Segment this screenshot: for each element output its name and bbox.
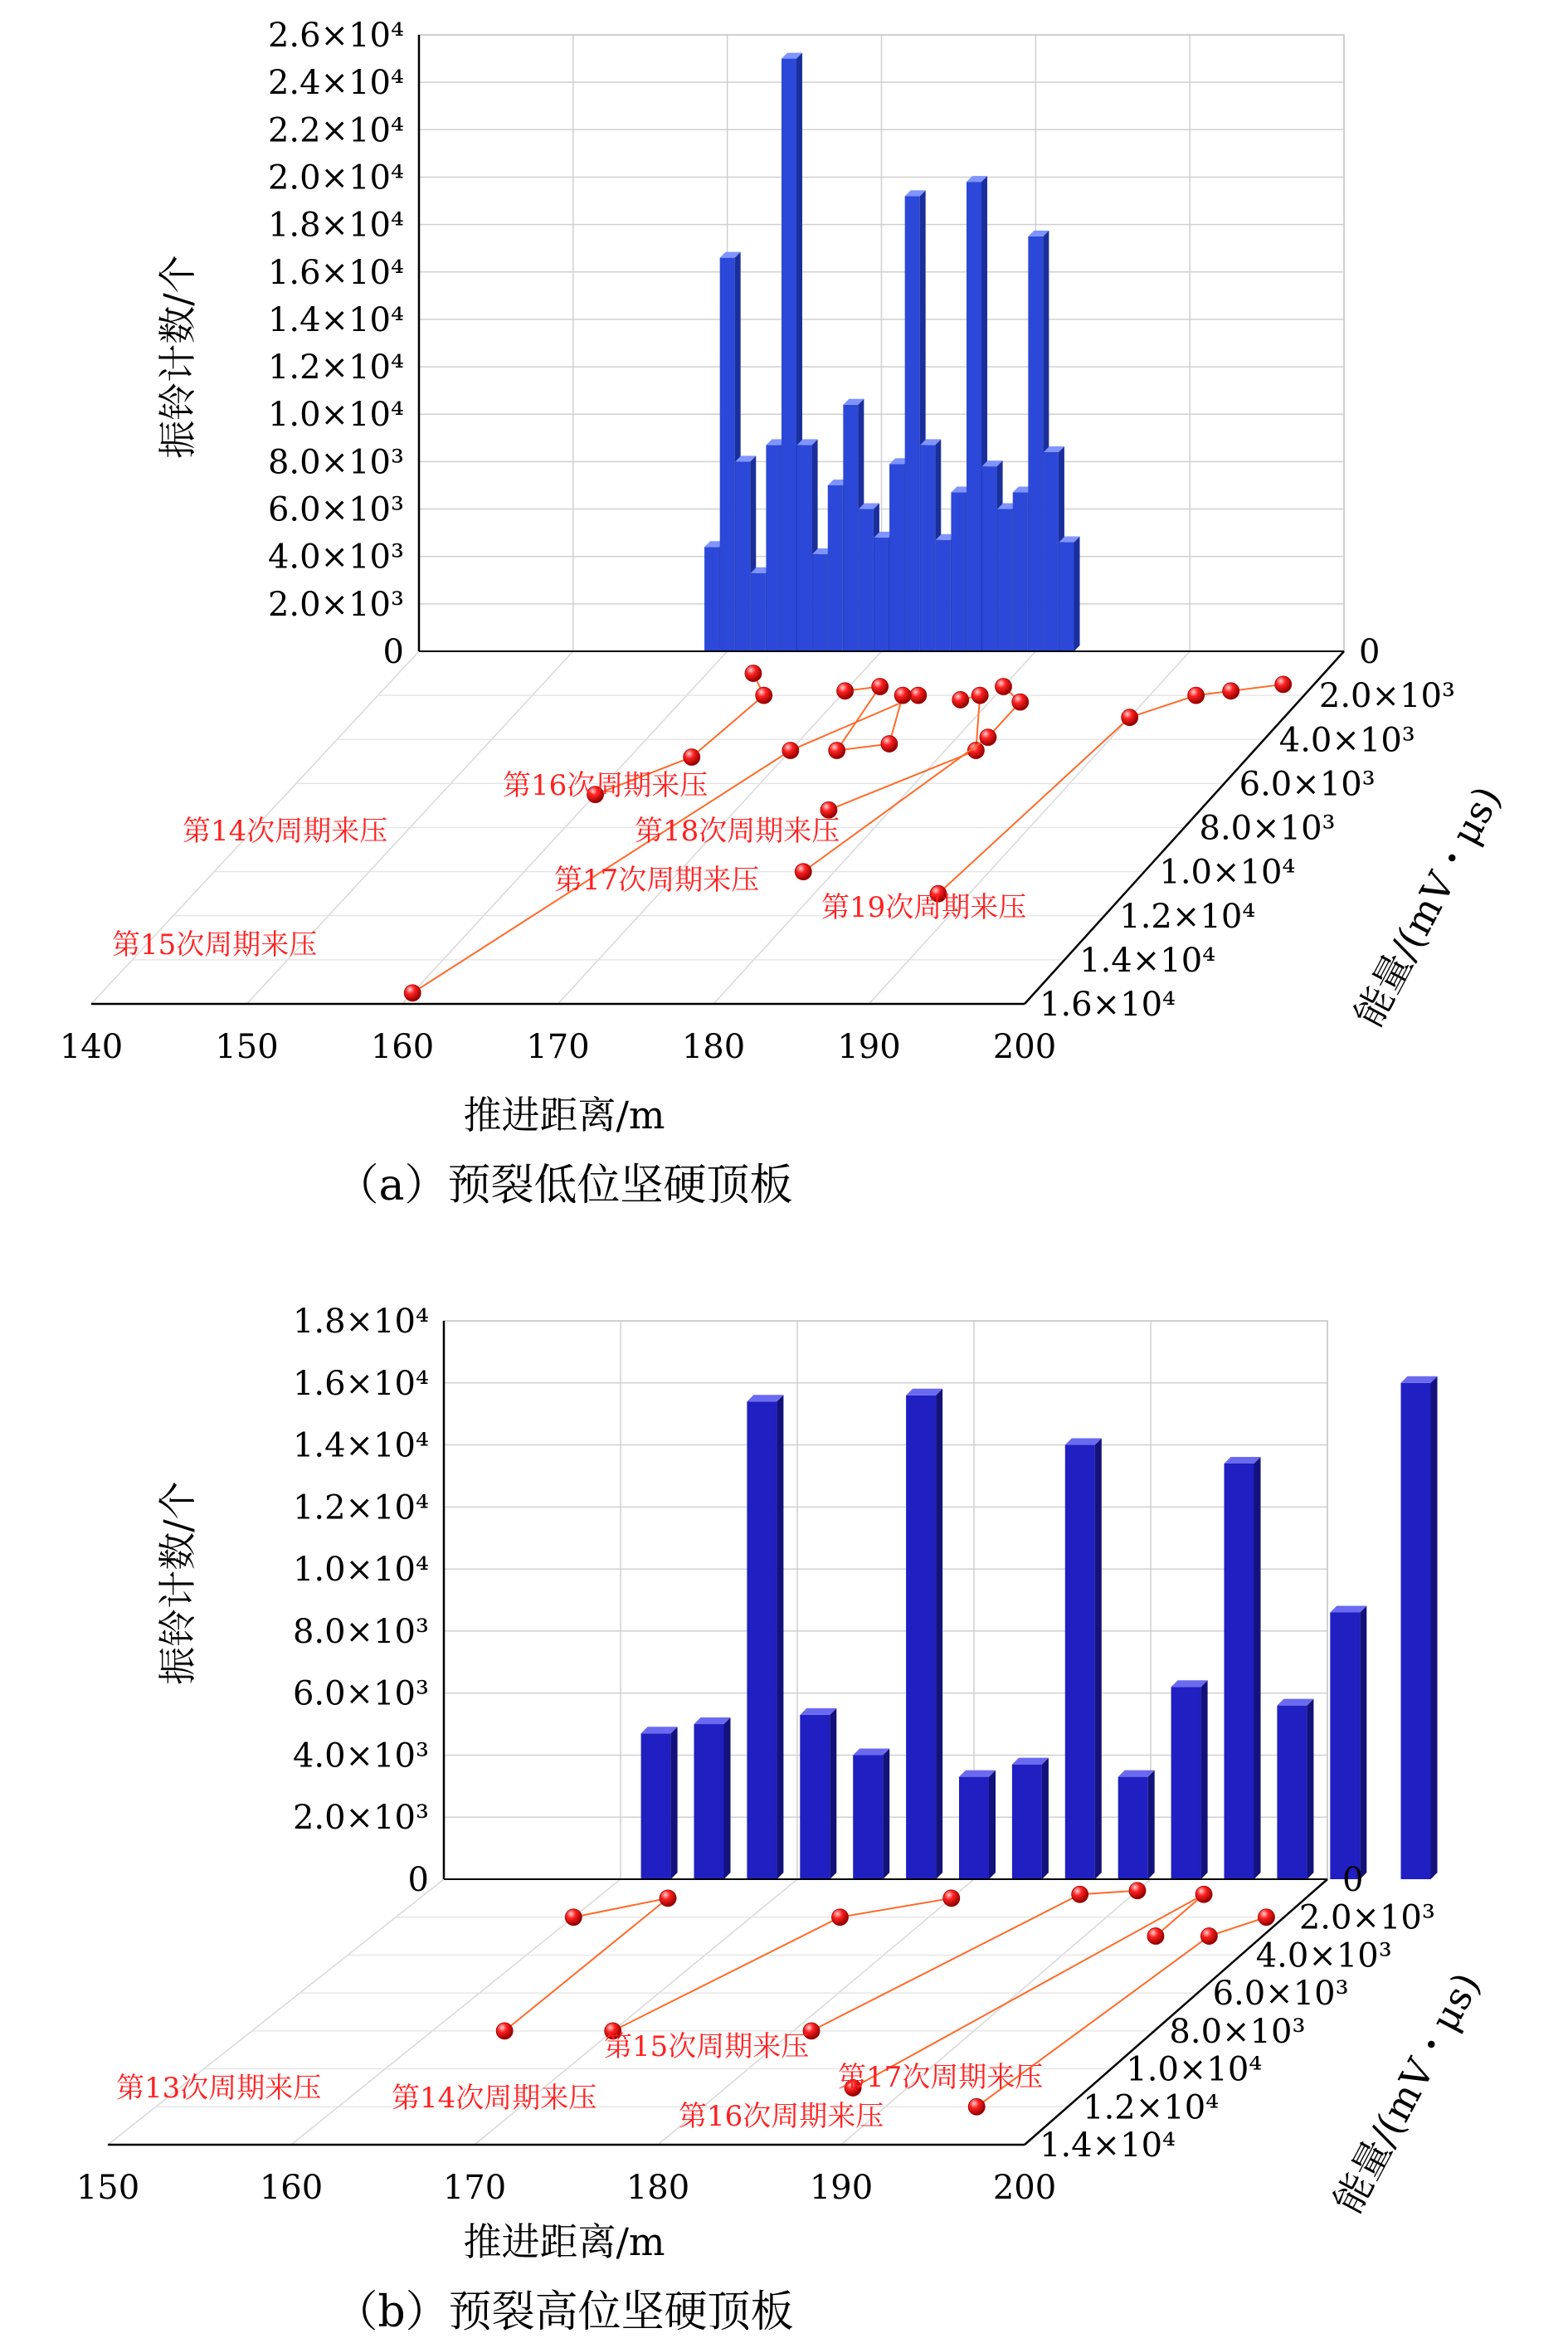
bar-side <box>1042 1758 1049 1879</box>
bar-front <box>800 1715 830 1879</box>
bar-front <box>874 538 889 651</box>
bar-side <box>1307 1699 1313 1879</box>
bar-front <box>853 1755 883 1879</box>
bar-front <box>797 445 812 651</box>
energy-point <box>881 736 898 753</box>
bar <box>641 1727 678 1879</box>
bar-front <box>1401 1383 1431 1879</box>
z-tick-label: 1.4×10⁴ <box>1079 941 1216 980</box>
z-tick-label: 6.0×10³ <box>1212 1975 1349 2014</box>
bar-side <box>1074 537 1080 651</box>
bar-front <box>1028 236 1043 651</box>
energy-point <box>1200 1928 1217 1945</box>
z-tick-label: 6.0×10³ <box>1239 765 1376 804</box>
z-tick-label: 1.2×10⁴ <box>1083 2088 1220 2127</box>
y-tick-label: 2.0×10⁴ <box>267 158 404 197</box>
z-tick-label: 4.0×10³ <box>1278 721 1415 760</box>
series-annotation: 第15次周期来压 <box>112 928 318 962</box>
z-tick-label: 8.0×10³ <box>1199 809 1336 848</box>
bar-side <box>724 1717 731 1879</box>
chart-b <box>0 1220 1568 2343</box>
series-annotation: 第16次周期来压 <box>679 2100 884 2133</box>
y-tick-label: 6.0×10³ <box>267 490 404 529</box>
energy-series-line <box>811 1891 1137 2031</box>
x-tick-label: 200 <box>992 1028 1057 1066</box>
bar <box>1277 1699 1313 1879</box>
x-tick-label: 150 <box>215 1028 279 1066</box>
bar-front <box>766 445 781 651</box>
bar <box>906 1389 942 1879</box>
x-tick-label: 200 <box>992 2169 1057 2207</box>
z-axis-title: 能量/(mV・μs) <box>1345 778 1510 1035</box>
x-axis-title: 推进距离/m <box>463 1093 665 1137</box>
energy-point <box>404 985 421 1001</box>
bar <box>747 1395 783 1879</box>
bar <box>959 1771 996 1879</box>
y-tick-label: 2.0×10³ <box>292 1799 429 1838</box>
energy-point <box>660 1890 676 1907</box>
y-tick-label: 2.2×10⁴ <box>267 111 404 150</box>
energy-point <box>1072 1886 1088 1902</box>
bar-front <box>704 547 719 651</box>
z-tick-label: 1.4×10⁴ <box>1040 2126 1176 2165</box>
bar-front <box>720 258 735 651</box>
bar-front <box>747 1401 777 1879</box>
bar-front <box>828 485 843 651</box>
x-tick-label: 170 <box>442 2169 507 2207</box>
bar-side <box>777 1395 783 1879</box>
z-tick-label: 1.0×10⁴ <box>1126 2050 1263 2089</box>
x-tick-label: 160 <box>259 2169 324 2207</box>
energy-point <box>565 1909 582 1926</box>
energy-point <box>952 691 969 708</box>
y-tick-label: 2.4×10⁴ <box>267 64 404 103</box>
y-tick-label: 2.6×10⁴ <box>267 17 404 55</box>
y-tick-label: 1.2×10⁴ <box>292 1488 429 1527</box>
bar-side <box>671 1727 678 1879</box>
bar-side <box>1360 1605 1366 1879</box>
bar-side <box>989 1771 996 1879</box>
bar-front <box>889 464 904 651</box>
energy-series-line <box>613 1898 952 2031</box>
bar <box>853 1748 889 1879</box>
series-annotation: 第16次周期来压 <box>503 769 709 802</box>
series-annotation: 第18次周期来压 <box>635 815 840 848</box>
energy-point <box>832 1909 849 1926</box>
bar <box>1059 537 1080 651</box>
bar-front <box>906 1396 936 1879</box>
bar-front <box>1171 1687 1201 1879</box>
z-tick-label: 1.6×10⁴ <box>1040 986 1176 1024</box>
bar-front <box>812 554 827 651</box>
x-tick-label: 160 <box>370 1028 435 1066</box>
bar <box>1012 1758 1049 1879</box>
energy-point <box>872 679 889 695</box>
z-tick-label: 4.0×10³ <box>1255 1936 1392 1975</box>
bar <box>1330 1605 1366 1879</box>
y-tick-label: 1.0×10⁴ <box>292 1551 429 1590</box>
x-tick-label: 140 <box>59 1028 124 1066</box>
y-tick-label: 1.4×10⁴ <box>267 300 404 339</box>
bar <box>1171 1680 1208 1879</box>
x-tick-label: 180 <box>681 1028 746 1066</box>
bar-front <box>1118 1777 1148 1879</box>
bar-front <box>967 182 981 651</box>
bar-front <box>735 461 750 651</box>
bar <box>694 1717 731 1879</box>
energy-point <box>1122 709 1138 726</box>
y-tick-label: 1.6×10⁴ <box>267 253 404 292</box>
energy-point <box>795 864 811 880</box>
bar <box>1401 1376 1438 1879</box>
y-tick-label: 4.0×10³ <box>292 1737 429 1776</box>
y-tick-label: 1.8×10⁴ <box>267 206 404 245</box>
energy-point <box>829 743 845 759</box>
y-tick-label: 2.0×10³ <box>267 585 404 624</box>
bar-front <box>936 540 951 651</box>
bar-front <box>1225 1464 1254 1879</box>
y-tick-label: 8.0×10³ <box>292 1612 429 1651</box>
x-tick-label: 190 <box>837 1028 901 1066</box>
y-tick-label: 6.0×10³ <box>292 1674 429 1713</box>
bar-front <box>1059 543 1074 651</box>
bar-side <box>1201 1680 1208 1879</box>
energy-point <box>971 687 988 704</box>
bar-front <box>843 405 858 651</box>
x-tick-label: 190 <box>809 2169 874 2207</box>
bar-front <box>1013 493 1028 651</box>
y-tick-label: 8.0×10³ <box>267 443 404 482</box>
bar-front <box>982 466 997 651</box>
energy-point <box>1147 1928 1164 1945</box>
y-tick-label: 1.2×10⁴ <box>267 348 404 387</box>
bar <box>800 1708 836 1879</box>
bar-side <box>830 1708 836 1879</box>
energy-point <box>496 2023 513 2039</box>
energy-point <box>996 679 1012 695</box>
energy-point <box>837 683 854 699</box>
energy-point <box>1275 676 1292 693</box>
bar-front <box>859 509 874 651</box>
energy-series-line <box>504 1898 668 2031</box>
z-tick-label: 0 <box>1359 633 1381 671</box>
caption-b: （b）预裂高位坚硬顶板 <box>334 2287 794 2337</box>
y-tick-label: 1.0×10⁴ <box>267 396 404 435</box>
energy-point <box>1223 683 1239 699</box>
energy-point <box>756 687 772 704</box>
bar-side <box>936 1389 942 1879</box>
bar <box>1118 1771 1155 1879</box>
energy-point <box>1129 1883 1146 1899</box>
bar-front <box>694 1724 724 1879</box>
bar-front <box>1277 1706 1307 1879</box>
x-axis-title: 推进距离/m <box>463 2219 665 2264</box>
y-tick-label: 0 <box>407 1861 429 1899</box>
energy-point <box>745 665 762 682</box>
energy-point <box>894 687 911 704</box>
bar-front <box>1044 452 1059 651</box>
bar-side <box>1148 1771 1155 1879</box>
z-tick-label: 0 <box>1342 1861 1364 1899</box>
series-annotation: 第17次周期来压 <box>554 864 760 897</box>
series-annotation: 第19次周期来压 <box>821 891 1027 924</box>
z-tick-label: 1.0×10⁴ <box>1159 853 1296 892</box>
energy-point <box>1012 694 1029 710</box>
energy-point <box>684 749 700 766</box>
x-tick-label: 150 <box>75 2169 140 2207</box>
x-tick-label: 170 <box>526 1028 590 1066</box>
energy-point <box>1258 1909 1274 1926</box>
energy-series-line <box>829 695 980 810</box>
bar-front <box>641 1733 671 1879</box>
z-axis-title: 能量/(mV・μs) <box>1324 1965 1489 2221</box>
z-tick-label: 1.2×10⁴ <box>1119 897 1256 936</box>
bar-front <box>782 59 796 651</box>
bar-front <box>1065 1445 1095 1879</box>
bar-front <box>1330 1612 1360 1879</box>
energy-point <box>1195 1886 1212 1902</box>
caption-a: （a）预裂低位坚硬顶板 <box>335 1161 793 1210</box>
energy-point <box>980 729 996 746</box>
y-tick-label: 1.8×10⁴ <box>292 1303 429 1341</box>
bar-side <box>1095 1439 1102 1879</box>
bar-side <box>883 1748 889 1879</box>
y-tick-label: 1.6×10⁴ <box>292 1364 429 1403</box>
bar-side <box>1254 1457 1261 1879</box>
y-axis-title: 振铃计数/个 <box>155 255 200 459</box>
series-annotation: 第14次周期来压 <box>392 2082 597 2115</box>
z-tick-label: 8.0×10³ <box>1169 2012 1306 2051</box>
series-annotation: 第14次周期来压 <box>183 815 388 848</box>
energy-point <box>782 743 799 759</box>
series-annotation: 第13次周期来压 <box>116 2072 322 2105</box>
y-tick-label: 0 <box>382 633 404 671</box>
bar-front <box>751 573 766 651</box>
y-tick-label: 1.4×10⁴ <box>292 1426 429 1465</box>
series-annotation: 第15次周期来压 <box>604 2030 810 2063</box>
energy-point <box>1188 687 1205 704</box>
z-tick-label: 2.0×10³ <box>1298 1898 1435 1937</box>
bar <box>1065 1439 1102 1879</box>
z-tick-label: 2.0×10³ <box>1318 677 1455 716</box>
y-axis-title: 振铃计数/个 <box>155 1481 200 1685</box>
bar-front <box>920 445 935 651</box>
bar-front <box>997 509 1012 651</box>
bar-front <box>959 1777 989 1879</box>
bar <box>1225 1457 1261 1879</box>
bar-front <box>1012 1765 1042 1879</box>
energy-point <box>968 2098 985 2115</box>
energy-point <box>943 1890 960 1907</box>
energy-point <box>910 687 927 704</box>
bar-front <box>951 493 966 651</box>
x-tick-label: 180 <box>626 2169 690 2207</box>
y-tick-label: 4.0×10³ <box>267 538 404 577</box>
bar-side <box>1431 1376 1438 1879</box>
series-annotation: 第17次周期来压 <box>838 2061 1044 2094</box>
bar-front <box>905 196 920 651</box>
